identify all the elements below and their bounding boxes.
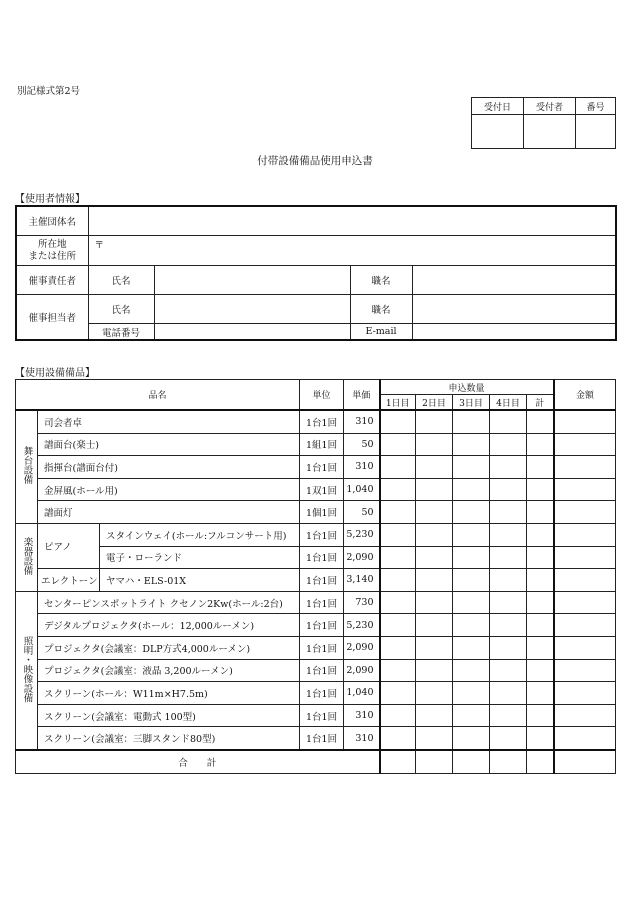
qty-total-cell[interactable] [527, 433, 554, 456]
qty-total-header: 計 [527, 395, 554, 411]
total-qty-cell[interactable] [527, 750, 554, 773]
qty-day4-cell[interactable] [490, 727, 527, 750]
group-stage-label: 舞台設備 [21, 446, 33, 485]
qty-total-cell[interactable] [527, 682, 554, 705]
item-name: プロジェクタ(会議室：液晶 3,200ルーメン) [38, 659, 300, 682]
amount-cell[interactable] [554, 591, 616, 614]
item-price: 310 [344, 704, 380, 727]
qty-day4-cell[interactable] [490, 636, 527, 659]
qty-day3-cell[interactable] [453, 433, 490, 456]
day1-header: 1日目 [380, 395, 416, 411]
qty-day1-cell[interactable] [380, 636, 416, 659]
item-name: 指揮台(譜面台付) [38, 456, 300, 479]
equip-section-heading: 【使用設備備品】 [15, 368, 95, 379]
item-price: 310 [344, 456, 380, 479]
qty-total-cell[interactable] [527, 659, 554, 682]
item-unit: 1台1回 [300, 591, 344, 614]
table-row [16, 636, 616, 659]
contact-title-field[interactable] [412, 295, 616, 324]
address-label [16, 236, 88, 266]
organizer-field[interactable] [88, 206, 616, 236]
table-row [16, 523, 616, 546]
qty-day1-cell[interactable] [380, 501, 416, 524]
qty-day3-cell[interactable] [453, 659, 490, 682]
item-name: 電子・ローランド [100, 546, 300, 569]
qty-total-cell[interactable] [527, 727, 554, 750]
phone-label: 電話番号 [88, 324, 154, 341]
responsible-name-field[interactable] [154, 266, 350, 295]
table-row [16, 704, 616, 727]
qty-day1-cell[interactable] [380, 546, 416, 569]
item-name: スクリーン(会議室：電動式 100型) [38, 704, 300, 727]
table-row [16, 727, 616, 750]
qty-day2-cell[interactable] [416, 523, 453, 546]
receipt-number-cell[interactable] [576, 115, 616, 149]
receipt-person-cell[interactable] [524, 115, 576, 149]
amount-cell[interactable] [554, 704, 616, 727]
group-instrument-label: 楽器設備 [21, 536, 33, 575]
qty-day3-cell[interactable] [453, 704, 490, 727]
qty-day4-cell[interactable] [490, 456, 527, 479]
item-price: 50 [344, 433, 380, 456]
item-name: 譜面台(楽士) [38, 433, 300, 456]
item-price: 2,090 [344, 546, 380, 569]
electone-label: エレクトーン [38, 569, 100, 592]
qty-day3-cell[interactable] [453, 682, 490, 705]
table-row [16, 614, 616, 637]
day3-header: 3日目 [453, 395, 490, 411]
qty-day2-cell[interactable] [416, 591, 453, 614]
responsible-name-label: 氏名 [88, 266, 154, 295]
address-field[interactable] [88, 236, 616, 266]
receipt-stamp-table [471, 97, 616, 149]
table-row [16, 546, 616, 569]
qty-day2-cell[interactable] [416, 727, 453, 750]
item-unit: 1台1回 [300, 546, 344, 569]
qty-total-cell[interactable] [527, 704, 554, 727]
item-unit: 1組1回 [300, 433, 344, 456]
item-unit: 1個1回 [300, 501, 344, 524]
item-name: スクリーン(ホール：W11m×H7.5m) [38, 682, 300, 705]
group-lighting-label: 照明・映像設備 [21, 635, 33, 703]
contact-title-label: 職名 [350, 295, 412, 324]
qty-day1-cell[interactable] [380, 704, 416, 727]
qty-day3-cell[interactable] [453, 501, 490, 524]
equipment-table [15, 379, 616, 774]
table-row [16, 456, 616, 479]
qty-day3-cell[interactable] [453, 478, 490, 501]
day2-header: 2日目 [416, 395, 453, 411]
price-header: 単価 [344, 380, 380, 411]
item-price: 50 [344, 501, 380, 524]
contact-label: 催事担当者 [16, 295, 88, 341]
table-row [16, 569, 616, 592]
qty-day3-cell[interactable] [453, 456, 490, 479]
qty-day3-cell[interactable] [453, 727, 490, 750]
qty-day4-cell[interactable] [490, 614, 527, 637]
item-name: 譜面灯 [38, 501, 300, 524]
item-price: 1,040 [344, 682, 380, 705]
qty-day3-cell[interactable] [453, 523, 490, 546]
form-number: 別記様式第2号 [17, 86, 81, 97]
qty-day4-cell[interactable] [490, 704, 527, 727]
amount-cell[interactable] [554, 523, 616, 546]
organizer-label: 主催団体名 [16, 206, 88, 236]
qty-total-cell[interactable] [527, 523, 554, 546]
item-name: スクリーン(会議室：三脚スタンド80型) [38, 727, 300, 750]
amount-cell[interactable] [554, 456, 616, 479]
qty-day1-cell[interactable] [380, 569, 416, 592]
item-unit: 1双1回 [300, 478, 344, 501]
qty-total-cell[interactable] [527, 478, 554, 501]
qty-day4-cell[interactable] [490, 501, 527, 524]
qty-day2-cell[interactable] [416, 546, 453, 569]
amount-cell[interactable] [554, 546, 616, 569]
qty-day1-cell[interactable] [380, 456, 416, 479]
amount-cell[interactable] [554, 682, 616, 705]
item-unit: 1台1回 [300, 659, 344, 682]
amount-cell[interactable] [554, 569, 616, 592]
item-unit: 1台1回 [300, 456, 344, 479]
total-amount-cell[interactable] [554, 750, 616, 773]
address-label-line2: または住所 [28, 250, 76, 262]
table-row [16, 659, 616, 682]
qty-day2-cell[interactable] [416, 410, 453, 433]
item-name: 金屏風(ホール用) [38, 478, 300, 501]
total-label: 合 計 [16, 750, 380, 773]
item-price: 3,140 [344, 569, 380, 592]
item-price: 2,090 [344, 659, 380, 682]
qty-day4-cell[interactable] [490, 591, 527, 614]
qty-total-cell[interactable] [527, 569, 554, 592]
qty-day1-cell[interactable] [380, 410, 416, 433]
table-row [16, 478, 616, 501]
amount-cell[interactable] [554, 410, 616, 433]
qty-day2-cell[interactable] [416, 614, 453, 637]
item-name-header: 品名 [16, 380, 300, 411]
item-unit: 1台1回 [300, 410, 344, 433]
qty-day3-cell[interactable] [453, 614, 490, 637]
total-row [16, 750, 616, 773]
amount-cell[interactable] [554, 478, 616, 501]
phone-field[interactable] [154, 324, 350, 341]
qty-day2-cell[interactable] [416, 636, 453, 659]
qty-day1-cell[interactable] [380, 433, 416, 456]
qty-total-cell[interactable] [527, 501, 554, 524]
email-field[interactable] [412, 324, 616, 341]
qty-day3-cell[interactable] [453, 636, 490, 659]
qty-day4-cell[interactable] [490, 433, 527, 456]
item-price: 310 [344, 410, 380, 433]
item-price: 5,230 [344, 523, 380, 546]
email-label: E-mail [350, 324, 412, 341]
qty-day2-cell[interactable] [416, 456, 453, 479]
item-unit: 1台1回 [300, 569, 344, 592]
qty-day1-cell[interactable] [380, 478, 416, 501]
qty-day4-cell[interactable] [490, 659, 527, 682]
item-unit: 1台1回 [300, 523, 344, 546]
qty-total-cell[interactable] [527, 546, 554, 569]
responsible-title-label: 職名 [350, 266, 412, 295]
receipt-number-header: 番号 [576, 98, 616, 115]
piano-label: ピアノ [38, 523, 100, 568]
item-name: スタインウェイ(ホール:フルコンサート用) [100, 523, 300, 546]
table-row [16, 410, 616, 433]
user-section-heading: 【使用者情報】 [15, 194, 85, 205]
responsible-title-field[interactable] [412, 266, 616, 295]
receipt-person-header: 受付者 [524, 98, 576, 115]
qty-day1-cell[interactable] [380, 614, 416, 637]
qty-day1-cell[interactable] [380, 682, 416, 705]
qty-day3-cell[interactable] [453, 591, 490, 614]
amount-cell[interactable] [554, 659, 616, 682]
total-day4-cell[interactable] [490, 750, 527, 773]
qty-day2-cell[interactable] [416, 478, 453, 501]
qty-total-cell[interactable] [527, 614, 554, 637]
total-day2-cell[interactable] [416, 750, 453, 773]
table-row [16, 433, 616, 456]
item-unit: 1台1回 [300, 614, 344, 637]
postal-mark: 〒 [94, 240, 105, 251]
qty-day2-cell[interactable] [416, 659, 453, 682]
qty-day4-cell[interactable] [490, 546, 527, 569]
table-row [16, 682, 616, 705]
responsible-label: 催事責任者 [16, 266, 88, 295]
total-day3-cell[interactable] [453, 750, 490, 773]
item-price: 5,230 [344, 614, 380, 637]
qty-day2-cell[interactable] [416, 704, 453, 727]
amount-cell[interactable] [554, 636, 616, 659]
qty-day2-cell[interactable] [416, 501, 453, 524]
item-name: ヤマハ・ELS-01X [100, 569, 300, 592]
amount-cell[interactable] [554, 501, 616, 524]
item-name: 司会者卓 [38, 410, 300, 433]
qty-day2-cell[interactable] [416, 682, 453, 705]
day4-header: 4日目 [490, 395, 527, 411]
qty-day4-cell[interactable] [490, 478, 527, 501]
page-title: 付帯設備備品使用申込書 [257, 155, 373, 167]
qty-total-cell[interactable] [527, 410, 554, 433]
qty-day4-cell[interactable] [490, 523, 527, 546]
qty-total-cell[interactable] [527, 456, 554, 479]
amount-cell[interactable] [554, 727, 616, 750]
qty-day3-cell[interactable] [453, 546, 490, 569]
qty-day4-cell[interactable] [490, 410, 527, 433]
qty-total-cell[interactable] [527, 636, 554, 659]
amount-cell[interactable] [554, 614, 616, 637]
item-price: 2,090 [344, 636, 380, 659]
item-name: センターピンスポットライト クセノン2Kw(ホール:2台) [38, 591, 300, 614]
item-unit: 1台1回 [300, 727, 344, 750]
qty-day4-cell[interactable] [490, 569, 527, 592]
receipt-date-cell[interactable] [472, 115, 524, 149]
item-name: プロジェクタ(会議室：DLP方式4,000ルーメン) [38, 636, 300, 659]
item-unit: 1台1回 [300, 636, 344, 659]
qty-day1-cell[interactable] [380, 591, 416, 614]
qty-total-cell[interactable] [527, 591, 554, 614]
item-unit: 1台1回 [300, 682, 344, 705]
qty-day1-cell[interactable] [380, 727, 416, 750]
table-row [16, 591, 616, 614]
qty-day2-cell[interactable] [416, 569, 453, 592]
qty-day2-cell[interactable] [416, 433, 453, 456]
item-price: 310 [344, 727, 380, 750]
user-info-table [15, 205, 617, 341]
item-name: デジタルプロジェクタ(ホール：12,000ルーメン) [38, 614, 300, 637]
item-price: 1,040 [344, 478, 380, 501]
amount-cell[interactable] [554, 433, 616, 456]
contact-name-field[interactable] [154, 295, 350, 324]
table-row [16, 501, 616, 524]
receipt-date-header: 受付日 [472, 98, 524, 115]
amount-header: 金額 [554, 380, 616, 411]
qty-day3-cell[interactable] [453, 410, 490, 433]
address-label-line1: 所在地 [37, 238, 67, 250]
qty-day3-cell[interactable] [453, 569, 490, 592]
qty-day4-cell[interactable] [490, 682, 527, 705]
unit-header: 単位 [300, 380, 344, 411]
item-unit: 1台1回 [300, 704, 344, 727]
total-day1-cell[interactable] [380, 750, 416, 773]
qty-day1-cell[interactable] [380, 659, 416, 682]
qty-day1-cell[interactable] [380, 523, 416, 546]
item-price: 730 [344, 591, 380, 614]
quantity-header: 申込数量 [380, 380, 554, 395]
contact-name-label: 氏名 [88, 295, 154, 324]
